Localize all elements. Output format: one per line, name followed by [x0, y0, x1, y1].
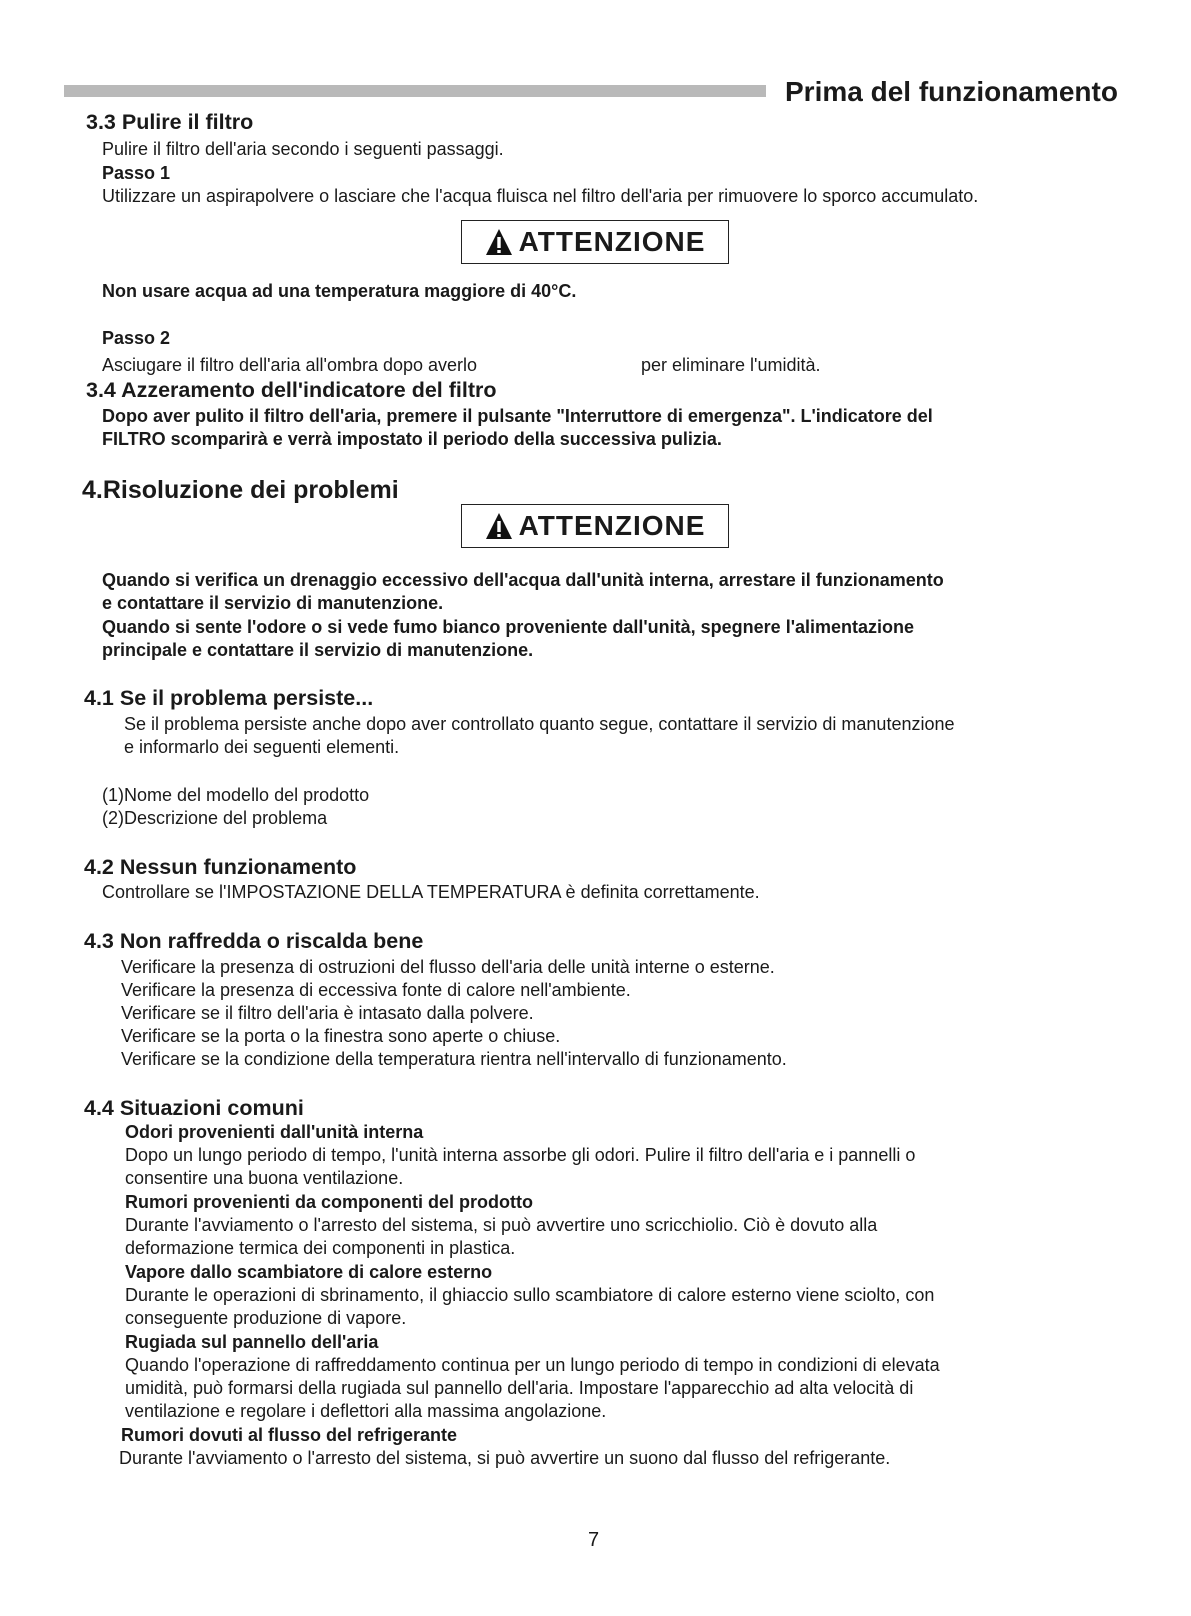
s44-sub2-line2: deformazione termica dei componenti in plastica. — [125, 1238, 516, 1258]
page-number: 7 — [588, 1529, 600, 1551]
s44-sub1: Odori provenienti dall'unità interna — [125, 1122, 424, 1142]
s41-item2: (2)Descrizione del problema — [102, 808, 328, 828]
s33-step2-text-b: per eliminare l'umidità. — [641, 355, 821, 375]
s44-sub2: Rumori provenienti da componenti del prodotto — [125, 1192, 533, 1212]
heading-4: 4.Risoluzione dei problemi — [82, 476, 399, 504]
heading-3-4: 3.4 Azzeramento dell'indicatore del filtro — [86, 378, 497, 402]
heading-4-3: 4.3 Non raffredda o riscalda bene — [84, 929, 424, 953]
s34-line1: Dopo aver pulito il filtro dell'aria, premere il pulsante "Interruttore di emergenza". L'indicatore del — [102, 406, 933, 426]
s33-intro: Pulire il filtro dell'aria secondo i seguenti passaggi. — [102, 139, 504, 159]
heading-4-4: 4.4 Situazioni comuni — [84, 1096, 304, 1120]
heading-4-1: 4.1 Se il problema persiste... — [84, 686, 374, 710]
s44-sub2-line1: Durante l'avviamento o l'arresto del sistema, si può avvertire uno scricchiolio. Ciò è dovuto alla — [125, 1215, 878, 1235]
warning-box-1 — [461, 220, 729, 264]
s41-line2: e informarlo dei seguenti elementi. — [124, 737, 400, 757]
s44-sub3-line1: Durante le operazioni di sbrinamento, il ghiaccio sullo scambiatore di calore esterno viene sciolto, con — [125, 1285, 935, 1305]
s43-line: Verificare la presenza di eccessiva fonte di calore nell'ambiente. — [121, 980, 631, 1000]
s44-sub3: Vapore dallo scambiatore di calore esterno — [125, 1262, 493, 1282]
s44-sub1-line2: consentire una buona ventilazione. — [125, 1168, 404, 1188]
s44-sub4: Rugiada sul pannello dell'aria — [125, 1332, 379, 1352]
s43-line: Verificare se la condizione della temperatura rientra nell'intervallo di funzionamento. — [121, 1049, 787, 1069]
section-title: Prima del funzionamento — [785, 76, 1118, 107]
s4-warning-line4: principale e contattare il servizio di manutenzione. — [102, 640, 534, 660]
s44-sub4-line3: ventilazione e regolare i deflettori alla massima angolazione. — [125, 1401, 607, 1421]
s33-step2-text-a: Asciugare il filtro dell'aria all'ombra dopo averlo — [102, 355, 478, 375]
s44-sub4-line2: umidità, può formarsi della rugiada sul pannello dell'aria. Impostare l'apparecchio ad alta velocità di — [125, 1378, 914, 1398]
warning-label: ATTENZIONE — [518, 510, 706, 541]
s42-line1: Controllare se l'IMPOSTAZIONE DELLA TEMPERATURA è definita correttamente. — [102, 882, 760, 902]
s43-line: Verificare se la porta o la finestra sono aperte o chiuse. — [121, 1026, 561, 1046]
s4-warning-line2: e contattare il servizio di manutenzione. — [102, 593, 444, 613]
heading-4-2: 4.2 Nessun funzionamento — [84, 855, 357, 879]
s44-sub4-line1: Quando l'operazione di raffreddamento continua per un lungo periodo di tempo in condizioni di elevata — [125, 1355, 940, 1375]
s33-step2-label: Passo 2 — [102, 328, 171, 348]
header-rule — [64, 85, 766, 97]
s33-step1-text: Utilizzare un aspirapolvere o lasciare che l'acqua fluisca nel filtro dell'aria per rimuovere lo sporco accumulato. — [102, 186, 979, 206]
s43-line: Verificare se il filtro dell'aria è intasato dalla polvere. — [121, 1003, 534, 1023]
s44-sub5: Rumori dovuti al flusso del refrigerante — [121, 1425, 458, 1445]
s43-line: Verificare la presenza di ostruzioni del flusso dell'aria delle unità interne o esterne. — [121, 957, 775, 977]
heading-3-3: 3.3 Pulire il filtro — [86, 110, 254, 134]
warning-triangle-icon — [485, 228, 513, 256]
s34-line2: FILTRO scomparirà e verrà impostato il periodo della successiva pulizia. — [102, 429, 722, 449]
s4-warning-line1: Quando si verifica un drenaggio eccessivo dell'acqua dall'unità interna, arrestare il funzionamento — [102, 570, 944, 590]
s44-sub5-line1: Durante l'avviamento o l'arresto del sistema, si può avvertire un suono dal flusso del refrigerante. — [119, 1448, 891, 1468]
warning-label: ATTENZIONE — [518, 226, 706, 257]
s33-step1-label: Passo 1 — [102, 163, 171, 183]
s4-warning-line3: Quando si sente l'odore o si vede fumo bianco proveniente dall'unità, spegnere l'alimentazione — [102, 617, 915, 637]
s41-item1: (1)Nome del modello del prodotto — [102, 785, 370, 805]
s33-warning-text: Non usare acqua ad una temperatura maggiore di 40°C. — [102, 281, 577, 301]
warning-triangle-icon — [485, 512, 513, 540]
s41-line1: Se il problema persiste anche dopo aver controllato quanto segue, contattare il servizio di manutenzione — [124, 714, 955, 734]
s44-sub1-line1: Dopo un lungo periodo di tempo, l'unità interna assorbe gli odori. Pulire il filtro dell'aria e i pannelli o — [125, 1145, 916, 1165]
s44-sub3-line2: conseguente produzione di vapore. — [125, 1308, 407, 1328]
warning-box-2 — [461, 504, 729, 548]
